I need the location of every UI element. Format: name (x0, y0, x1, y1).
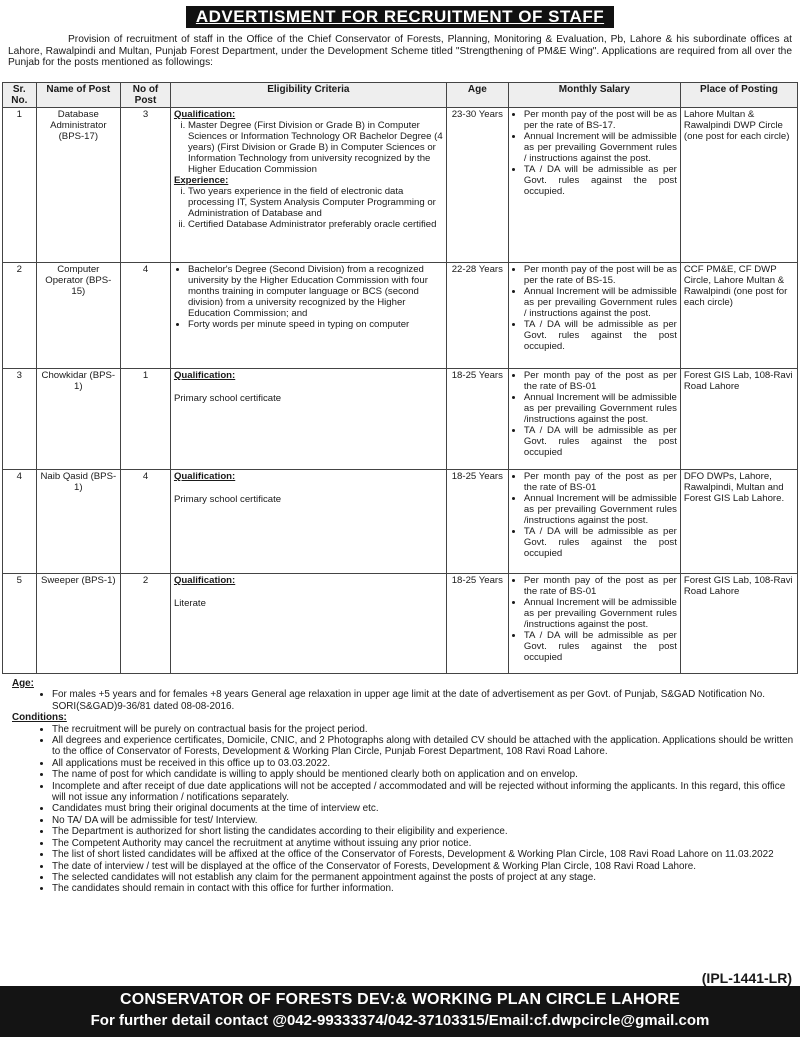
title-bar (0, 0, 800, 32)
header-no-of-post: No of Post (121, 83, 171, 108)
salary-item: • TA / DA will be admissible as per Govt. rules against the post occupied (524, 526, 677, 559)
cell-age: 18-25 Years (446, 574, 508, 674)
age-item: • For males +5 years and for females +8 years General age relaxation in upper age limit at the date of advertisement as per Govt. of Punjab, S&GAD Notification No. SORI(S&GAD)9-36/81 dated 08-08-2016. (52, 689, 794, 712)
salary-item: • Annual Increment will be admissible as per prevailing Government rules /instructions against the post. (524, 392, 677, 425)
condition-item: • Candidates must bring their original documents at the time of interview etc. (52, 803, 794, 814)
salary-item: • TA / DA will be admissible as per Govt. rules against the post occupied (524, 425, 677, 458)
qualification-text: Primary school certificate (173, 393, 282, 404)
cell-age: 23-30 Years (446, 108, 508, 263)
header-place-of-posting: Place of Posting (680, 83, 797, 108)
cell-place: DFO DWPs, Lahore, Rawalpindi, Multan and Forest GIS Lab Lahore. (680, 470, 797, 574)
reference-code: (IPL-1441-LR) (701, 970, 792, 986)
cell-no-of-post: 2 (121, 574, 171, 674)
condition-item: • The name of post for which candidate is willing to apply should be mentioned clearly both on application and on envelop. (52, 769, 794, 780)
cell-eligibility (170, 263, 446, 369)
salary-item: • TA / DA will be admissible as per Govt. rules against the post occupied. (524, 164, 677, 197)
cell-post-name: Chowkidar (BPS-1) (36, 369, 120, 470)
experience-item: ii. Certified Database Administrator preferably oracle certified (188, 219, 443, 230)
qualification-heading: Qualification: (173, 370, 236, 381)
cell-salary (508, 369, 680, 470)
cell-no-of-post: 4 (121, 263, 171, 369)
footer-contact: For further detail contact @042-99333374/042-37103315/Email:cf.dwpcircle@gmail.com (90, 1012, 710, 1029)
salary-item: • Per month pay of the post will be as per the rate of BS-17. (524, 109, 677, 131)
cell-salary (508, 108, 680, 263)
footer-office-name: CONSERVATOR OF FORESTS DEV:& WORKING PLAN CIRCLE LAHORE (119, 991, 681, 1008)
salary-item: • Per month pay of the post as per the rate of BS-01 (524, 370, 677, 392)
cell-place: Lahore Multan & Rawalpindi DWP Circle (one post for each circle) (680, 108, 797, 263)
salary-item: • Per month pay of the post will be as per the rate of BS-15. (524, 264, 677, 286)
cell-sr: 3 (3, 369, 37, 470)
age-section (0, 678, 800, 712)
table-row (3, 263, 798, 369)
cell-no-of-post: 4 (121, 470, 171, 574)
salary-item: • Per month pay of the post as per the rate of BS-01 (524, 471, 677, 493)
experience-item: i. Two years experience in the field of electronic data processing IT, System Analysis Computer Programming or Administration of Database and (188, 186, 443, 219)
condition-item: • The selected candidates will not establish any claim for the permanent appointment against the posts of project at any stage. (52, 872, 794, 883)
salary-item: • Annual Increment will be admissible as per prevailing Government rules /instructions against the post. (524, 493, 677, 526)
table-row (3, 369, 798, 470)
salary-item: • Per month pay of the post as per the rate of BS-01 (524, 575, 677, 597)
cell-eligibility (170, 369, 446, 470)
qualification-text: Primary school certificate (173, 494, 282, 505)
cell-sr: 2 (3, 263, 37, 369)
salary-item: • TA / DA will be admissible as per Govt. rules against the post occupied. (524, 319, 677, 352)
header-sr-no: Sr. No. (3, 83, 37, 108)
cell-eligibility (170, 470, 446, 574)
condition-item: • All applications must be received in this office up to 03.03.2022. (52, 758, 794, 769)
qualification-heading: Qualification: (173, 471, 236, 482)
cell-post-name: Naib Qasid (BPS-1) (36, 470, 120, 574)
salary-item: • Annual Increment will be admissible as per prevailing Government rules / instructions against the post. (524, 286, 677, 319)
cell-eligibility (170, 108, 446, 263)
cell-post-name: Computer Operator (BPS-15) (36, 263, 120, 369)
table-row (3, 108, 798, 263)
page-title: ADVERTISMENT FOR RECRUITMENT OF STAFF (186, 6, 614, 28)
header-name-of-post: Name of Post (36, 83, 120, 108)
cell-salary (508, 574, 680, 674)
cell-age: 18-25 Years (446, 470, 508, 574)
cell-sr: 5 (3, 574, 37, 674)
cell-no-of-post: 3 (121, 108, 171, 263)
header-monthly-salary: Monthly Salary (508, 83, 680, 108)
table-row (3, 574, 798, 674)
cell-place: Forest GIS Lab, 108-Ravi Road Lahore (680, 369, 797, 470)
condition-item: • The date of interview / test will be displayed at the office of the Conservator of Forests, Development & Working Plan Circle, 108 Ravi Road Lahore. (52, 861, 794, 872)
eligibility-item: • Bachelor's Degree (Second Division) from a recognized university by the Higher Education Commission with four months training in computer language or BCS (second division) from a university recognized by the Higher Education Commission; and (188, 264, 443, 319)
cell-sr: 1 (3, 108, 37, 263)
cell-eligibility (170, 574, 446, 674)
posts-table (2, 82, 798, 674)
cell-place: Forest GIS Lab, 108-Ravi Road Lahore (680, 574, 797, 674)
cell-no-of-post: 1 (121, 369, 171, 470)
qualification-heading: Qualification: (173, 575, 236, 586)
cell-salary (508, 263, 680, 369)
condition-item: • The list of short listed candidates will be affixed at the office of the Conservator of Forests, Development & Working Plan Circle, 108 Ravi Road Lahore on 11.03.2022 (52, 849, 794, 860)
intro-paragraph: Provision of recruitment of staff in the Office of the Chief Conservator of Forests, Planning, Monitoring & Evaluation, Pb, Lahore & his subordinate offices at Lahore, Rawalpindi and Multan, Punjab Forest Department, under the Development Scheme titled "Strengthening of PM&E Wing". Applications are required from all over the Punjab for the posts mentioned as followings: (8, 34, 792, 68)
conditions-heading: Conditions: (12, 712, 67, 724)
header-age: Age (446, 83, 508, 108)
qualification-item: i. Master Degree (First Division or Grade B) in Computer Sciences or Information Technology OR Bachelor Degree (4 years) (First Division or Grade B) in Computer Sciences or Information Technology from university recognized by the Higher Education Commission (188, 120, 443, 175)
condition-item: • Incomplete and after receipt of due date applications will not be accepted / accommodated and will be rejected without informing the applicants. In this regard, this office will not issue any information / notifications separately. (52, 781, 794, 804)
condition-item: • The Competent Authority may cancel the recruitment at anytime without issuing any prior notice. (52, 838, 794, 849)
conditions-section (0, 712, 800, 895)
cell-post-name: Database Administrator (BPS-17) (36, 108, 120, 263)
salary-item: • Annual Increment will be admissible as per prevailing Government rules / instructions against the post. (524, 131, 677, 164)
experience-heading: Experience: (173, 175, 229, 186)
cell-salary (508, 470, 680, 574)
cell-place: CCF PM&E, CF DWP Circle, Lahore Multan & Rawalpindi (one post for each circle) (680, 263, 797, 369)
salary-item: • TA / DA will be admissible as per Govt. rules against the post occupied (524, 630, 677, 663)
cell-age: 18-25 Years (446, 369, 508, 470)
condition-item: • The recruitment will be purely on contractual basis for the project period. (52, 724, 794, 735)
cell-post-name: Sweeper (BPS-1) (36, 574, 120, 674)
condition-item: • All degrees and experience certificates, Domicile, CNIC, and 2 Photographs along with detailed CV should be attached with the application. Applications should be written to the office of Conservator of Forests, Development & Working Plan Circle, Punjab Forest Department, 108 Ravi Road Lahore. (52, 735, 794, 758)
footer-banner (0, 986, 800, 1037)
salary-item: • Annual Increment will be admissible as per prevailing Government rules /instructions against the post. (524, 597, 677, 630)
header-eligibility: Eligibility Criteria (170, 83, 446, 108)
qualification-text: Literate (173, 598, 206, 609)
cell-age: 22-28 Years (446, 263, 508, 369)
table-header-row (3, 83, 798, 108)
condition-item: • No TA/ DA will be admissible for test/ Interview. (52, 815, 794, 826)
qualification-heading: Qualification: (173, 109, 236, 120)
age-heading: Age: (12, 678, 34, 689)
table-row (3, 470, 798, 574)
cell-sr: 4 (3, 470, 37, 574)
condition-item: • The Department is authorized for short listing the candidates according to their eligibility and experience. (52, 826, 794, 837)
condition-item: • The candidates should remain in contact with this office for further information. (52, 883, 794, 894)
eligibility-item: • Forty words per minute speed in typing on computer (188, 319, 443, 330)
